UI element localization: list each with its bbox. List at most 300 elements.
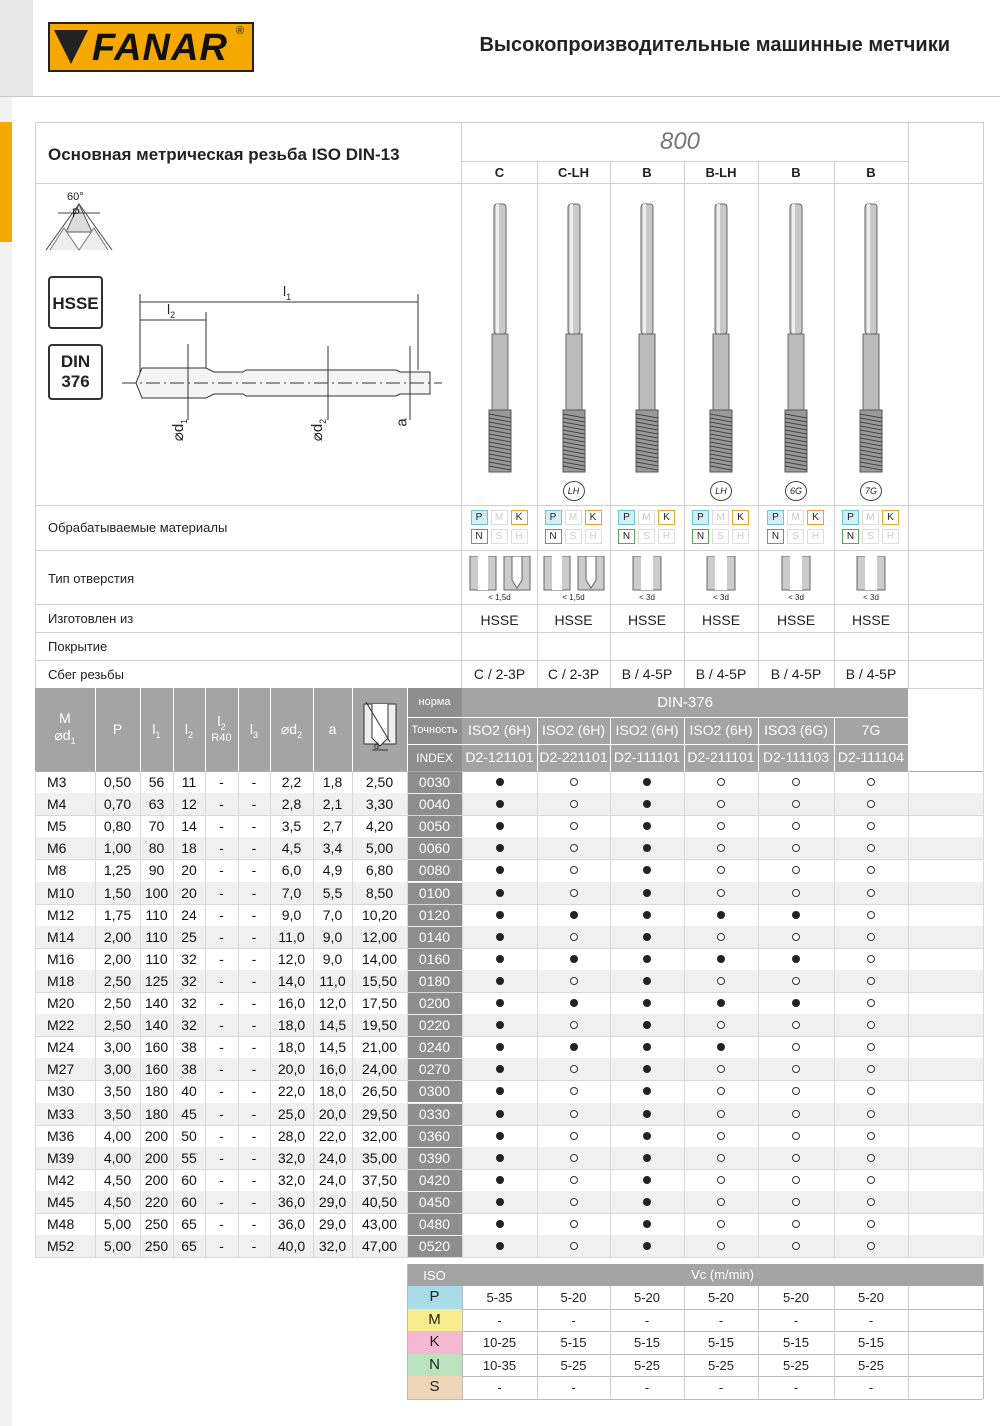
table-cell: 90 <box>148 862 165 879</box>
grid-line <box>35 904 983 905</box>
grid-line <box>407 717 908 718</box>
table-cell: M20 <box>47 995 75 1011</box>
iso-group-n: N <box>407 1354 462 1377</box>
available-dot-icon[interactable] <box>496 1132 504 1140</box>
table-cell: - <box>251 774 257 790</box>
on-order-dot-icon[interactable] <box>792 778 800 786</box>
available-dot-icon[interactable] <box>717 911 725 919</box>
grid-line <box>407 1309 983 1310</box>
grid-line <box>238 771 239 1257</box>
available-dot-icon[interactable] <box>496 999 504 1007</box>
index-header[interactable]: D2-111103 <box>762 749 830 765</box>
on-order-dot-icon[interactable] <box>717 933 725 941</box>
index-header[interactable]: D2-111104 <box>837 749 905 765</box>
available-dot-icon[interactable] <box>643 999 651 1007</box>
tap-image[interactable] <box>782 200 810 475</box>
table-cell: M33 <box>47 1105 75 1122</box>
grid-line <box>758 161 759 688</box>
on-order-dot-icon[interactable] <box>570 800 578 808</box>
available-dot-icon[interactable] <box>643 1176 651 1184</box>
available-dot-icon[interactable] <box>643 955 651 963</box>
table-cell: - <box>219 840 224 857</box>
table-cell: - <box>219 906 224 923</box>
available-dot-icon[interactable] <box>496 911 504 919</box>
on-order-dot-icon[interactable] <box>570 1110 578 1118</box>
grid-line <box>537 1286 538 1399</box>
on-order-dot-icon[interactable] <box>570 1087 578 1095</box>
index-cell[interactable]: 0160 <box>418 950 451 967</box>
table-cell: 1,8 <box>322 774 343 790</box>
available-dot-icon[interactable] <box>643 1110 651 1118</box>
on-order-dot-icon[interactable] <box>867 933 875 941</box>
on-order-dot-icon[interactable] <box>570 1065 578 1073</box>
thread-mark-icon: 6G <box>785 481 807 501</box>
available-dot-icon[interactable] <box>717 999 725 1007</box>
on-order-dot-icon[interactable] <box>792 1198 800 1206</box>
hole-type-icon <box>542 556 606 592</box>
speed-value: 5-15 <box>633 1335 661 1350</box>
on-order-dot-icon[interactable] <box>570 866 578 874</box>
on-order-dot-icon[interactable] <box>717 1176 725 1184</box>
coating-label: Покрытие <box>48 639 108 654</box>
on-order-dot-icon[interactable] <box>792 1110 800 1118</box>
pitch-label: P <box>72 206 81 220</box>
speed-value: - <box>793 1312 799 1328</box>
table-cell: 2,8 <box>281 796 302 813</box>
tap-image[interactable] <box>707 200 735 475</box>
tap-image[interactable] <box>486 200 514 475</box>
table-cell: 2,7 <box>322 818 343 835</box>
table-cell: 5,00 <box>365 840 394 857</box>
table-cell: - <box>251 972 257 989</box>
table-cell: 2,50 <box>103 972 132 989</box>
index-label: INDEX <box>416 751 453 765</box>
on-order-dot-icon[interactable] <box>570 977 578 985</box>
col-p-header: P <box>112 721 123 737</box>
available-dot-icon[interactable] <box>496 1198 504 1206</box>
available-dot-icon[interactable] <box>496 778 504 786</box>
grid-line <box>983 122 984 688</box>
on-order-dot-icon[interactable] <box>717 1198 725 1206</box>
index-header[interactable]: D2-121101 <box>465 749 534 765</box>
available-dot-icon[interactable] <box>643 1198 651 1206</box>
index-cell[interactable]: 0200 <box>418 995 451 1011</box>
table-cell: 24,0 <box>318 1149 347 1166</box>
index-cell[interactable]: 0270 <box>418 1061 451 1078</box>
available-dot-icon[interactable] <box>643 1220 651 1228</box>
available-dot-icon[interactable] <box>717 955 725 963</box>
table-cell: - <box>251 928 257 945</box>
made-from-value: HSSE <box>701 612 741 628</box>
table-cell: 24 <box>181 906 197 923</box>
on-order-dot-icon[interactable] <box>717 977 725 985</box>
table-cell: M8 <box>47 862 67 879</box>
runout-value: C / 2-3P <box>473 666 526 682</box>
grid-line <box>352 688 353 771</box>
table-cell: 12,0 <box>277 950 306 967</box>
index-cell[interactable]: 0120 <box>418 906 451 923</box>
table-cell: 5,00 <box>103 1216 132 1232</box>
norm-label: норма <box>418 696 451 708</box>
table-cell: 20,0 <box>277 1061 306 1078</box>
form-label: B <box>642 165 652 180</box>
table-cell: - <box>251 1127 257 1144</box>
table-cell: 125 <box>144 972 169 989</box>
on-order-dot-icon[interactable] <box>867 1220 875 1228</box>
table-cell: 29,0 <box>318 1216 347 1232</box>
on-order-dot-icon[interactable] <box>792 1154 800 1162</box>
speed-value: 5-25 <box>707 1357 735 1373</box>
materials-label: Обрабатываемые материалы <box>48 520 228 535</box>
available-dot-icon[interactable] <box>643 889 651 897</box>
on-order-dot-icon[interactable] <box>570 1198 578 1206</box>
table-cell: 29,0 <box>318 1193 347 1210</box>
hole-depth-label: < 3d <box>639 593 655 602</box>
index-cell[interactable]: 0480 <box>418 1216 451 1232</box>
table-cell: - <box>251 796 257 813</box>
table-cell: - <box>219 1017 224 1034</box>
on-order-dot-icon[interactable] <box>570 1220 578 1228</box>
grid-line <box>35 604 983 605</box>
available-dot-icon[interactable] <box>496 1043 504 1051</box>
on-order-dot-icon[interactable] <box>867 1087 875 1095</box>
tap-image[interactable] <box>857 200 885 475</box>
table-cell: 14,00 <box>361 950 398 967</box>
index-cell[interactable]: 0060 <box>418 840 451 857</box>
table-cell: 3,4 <box>322 840 343 857</box>
available-dot-icon[interactable] <box>496 933 504 941</box>
table-cell: M48 <box>47 1216 75 1232</box>
thread-mark-icon: 7G <box>860 481 882 501</box>
on-order-dot-icon[interactable] <box>570 822 578 830</box>
available-dot-icon[interactable] <box>496 1065 504 1073</box>
table-cell: 47,00 <box>361 1238 398 1255</box>
table-cell: 6,80 <box>365 862 394 879</box>
on-order-dot-icon[interactable] <box>792 1220 800 1228</box>
material-k-badge: K <box>882 510 899 525</box>
on-order-dot-icon[interactable] <box>792 1132 800 1140</box>
speed-value: 5-15 <box>560 1335 587 1350</box>
table-cell: 20 <box>181 884 197 901</box>
material-p-badge: P <box>618 510 635 525</box>
available-dot-icon[interactable] <box>496 866 504 874</box>
speed-value: - <box>571 1380 576 1395</box>
tap-image[interactable] <box>560 200 588 475</box>
grid-line <box>35 992 983 993</box>
index-cell[interactable]: 0450 <box>418 1193 451 1210</box>
on-order-dot-icon[interactable] <box>717 778 725 786</box>
available-dot-icon[interactable] <box>496 1087 504 1095</box>
on-order-dot-icon[interactable] <box>570 844 578 852</box>
on-order-dot-icon[interactable] <box>867 1132 875 1140</box>
grid-line <box>407 1264 408 1399</box>
table-cell: 4,9 <box>322 862 343 879</box>
on-order-dot-icon[interactable] <box>867 999 875 1007</box>
on-order-dot-icon[interactable] <box>717 1154 725 1162</box>
table-cell: M36 <box>47 1127 75 1144</box>
speed-value: 5-15 <box>857 1335 885 1350</box>
index-cell[interactable]: 0330 <box>418 1105 451 1122</box>
index-cell[interactable]: 0390 <box>418 1149 451 1166</box>
grid-line <box>35 122 36 688</box>
table-cell: - <box>219 1127 224 1144</box>
on-order-dot-icon[interactable] <box>792 1087 800 1095</box>
on-order-dot-icon[interactable] <box>717 822 725 830</box>
accuracy-label: Точность <box>411 724 458 736</box>
series-number: 800 <box>659 128 701 155</box>
grid-line <box>35 660 983 661</box>
subscript: 2 <box>297 729 303 740</box>
on-order-dot-icon[interactable] <box>792 889 800 897</box>
available-dot-icon[interactable] <box>496 1220 504 1228</box>
table-cell: 3,50 <box>103 1083 132 1100</box>
table-cell: 5,5 <box>322 884 343 901</box>
available-dot-icon[interactable] <box>496 844 504 852</box>
table-cell: - <box>251 995 257 1011</box>
on-order-dot-icon[interactable] <box>792 1043 800 1051</box>
on-order-dot-icon[interactable] <box>570 1154 578 1162</box>
grid-line <box>834 161 835 688</box>
on-order-dot-icon[interactable] <box>867 866 875 874</box>
table-cell: 32,0 <box>277 1149 306 1166</box>
on-order-dot-icon[interactable] <box>570 778 578 786</box>
grid-line <box>35 948 983 949</box>
available-dot-icon[interactable] <box>643 911 651 919</box>
on-order-dot-icon[interactable] <box>867 1198 875 1206</box>
grid-line <box>407 1399 983 1400</box>
index-cell[interactable]: 0030 <box>418 774 451 790</box>
available-dot-icon[interactable] <box>643 1132 651 1140</box>
available-dot-icon[interactable] <box>792 955 800 963</box>
available-dot-icon[interactable] <box>643 933 651 941</box>
available-dot-icon[interactable] <box>643 778 651 786</box>
on-order-dot-icon[interactable] <box>867 1110 875 1118</box>
on-order-dot-icon[interactable] <box>867 1176 875 1184</box>
index-cell[interactable]: 0080 <box>418 862 451 879</box>
available-dot-icon[interactable] <box>792 911 800 919</box>
col-m-header: M <box>59 710 71 726</box>
on-order-dot-icon[interactable] <box>717 1132 725 1140</box>
table-cell: 140 <box>144 1017 169 1034</box>
table-cell: - <box>251 1193 257 1210</box>
available-dot-icon[interactable] <box>496 1242 504 1250</box>
index-cell[interactable]: 0360 <box>418 1127 451 1144</box>
tap-image[interactable] <box>633 200 661 475</box>
table-cell: 9,0 <box>322 928 343 945</box>
table-cell: 65 <box>181 1238 197 1255</box>
on-order-dot-icon[interactable] <box>717 1220 725 1228</box>
table-cell: 200 <box>144 1149 169 1166</box>
on-order-dot-icon[interactable] <box>717 1110 725 1118</box>
available-dot-icon[interactable] <box>496 1021 504 1029</box>
table-cell: M5 <box>47 818 67 835</box>
on-order-dot-icon[interactable] <box>792 1176 800 1184</box>
on-order-dot-icon[interactable] <box>867 955 875 963</box>
table-cell: 10,20 <box>361 906 398 923</box>
on-order-dot-icon[interactable] <box>867 1043 875 1051</box>
grid-line <box>983 688 984 1257</box>
index-cell[interactable]: 0220 <box>418 1017 451 1034</box>
drill-diameter-icon <box>360 694 400 764</box>
standard-badge <box>48 344 103 400</box>
on-order-dot-icon[interactable] <box>570 1242 578 1250</box>
on-order-dot-icon[interactable] <box>570 1132 578 1140</box>
available-dot-icon[interactable] <box>643 977 651 985</box>
table-cell: - <box>251 840 257 857</box>
on-order-dot-icon[interactable] <box>570 889 578 897</box>
table-cell: - <box>251 1149 257 1166</box>
index-cell[interactable]: 0300 <box>418 1083 451 1100</box>
hole-depth-label: < 1,5d <box>488 593 511 602</box>
runout-label: Сбег резьбы <box>48 667 124 682</box>
runout-value: B / 4-5P <box>695 666 747 682</box>
on-order-dot-icon[interactable] <box>570 1176 578 1184</box>
index-header[interactable]: D2-211101 <box>687 749 755 765</box>
index-cell[interactable]: 0040 <box>418 796 451 813</box>
grid-line <box>35 771 36 1257</box>
material-m-badge: M <box>491 510 508 525</box>
table-cell: - <box>219 1238 224 1255</box>
table-cell: 140 <box>144 995 169 1011</box>
material-p-badge: P <box>471 510 488 525</box>
index-cell[interactable]: 0420 <box>418 1171 451 1188</box>
available-dot-icon[interactable] <box>496 889 504 897</box>
table-cell: - <box>251 1061 257 1078</box>
on-order-dot-icon[interactable] <box>792 866 800 874</box>
material-k-badge: K <box>511 510 528 525</box>
on-order-dot-icon[interactable] <box>867 977 875 985</box>
speed-value: 5-20 <box>633 1290 661 1305</box>
available-dot-icon[interactable] <box>496 955 504 963</box>
grid-line <box>35 1080 983 1081</box>
hole-depth-label: < 1,5d <box>562 593 585 602</box>
table-cell: 50 <box>181 1127 197 1144</box>
standard-badge-a: DIN <box>60 352 91 371</box>
available-dot-icon[interactable] <box>570 999 578 1007</box>
table-cell: 7,0 <box>281 884 302 901</box>
table-cell: M39 <box>47 1149 75 1166</box>
table-cell: M45 <box>47 1193 75 1210</box>
material-s-badge: S <box>712 529 729 544</box>
table-cell: 18 <box>181 840 197 857</box>
index-cell[interactable]: 0180 <box>418 972 451 989</box>
table-cell: 25 <box>181 928 197 945</box>
material-p-badge: P <box>545 510 562 525</box>
available-dot-icon[interactable] <box>496 1110 504 1118</box>
table-cell: M27 <box>47 1061 75 1078</box>
form-label: B <box>866 165 876 180</box>
grid-line <box>684 161 685 688</box>
grid-line <box>173 771 174 1257</box>
on-order-dot-icon[interactable] <box>867 911 875 919</box>
form-label: B <box>791 165 801 180</box>
fanar-logo[interactable] <box>48 22 254 72</box>
table-cell: 9,0 <box>281 906 302 923</box>
table-cell: 0,50 <box>103 774 132 790</box>
on-order-dot-icon[interactable] <box>717 889 725 897</box>
grid-line <box>758 1286 759 1399</box>
available-dot-icon[interactable] <box>792 999 800 1007</box>
available-dot-icon[interactable] <box>496 1176 504 1184</box>
on-order-dot-icon[interactable] <box>792 977 800 985</box>
available-dot-icon[interactable] <box>643 866 651 874</box>
material-h-badge: H <box>658 529 675 544</box>
available-dot-icon[interactable] <box>496 800 504 808</box>
form-label: C <box>494 165 505 180</box>
l1-label: $l_1$ <box>283 283 292 302</box>
index-cell[interactable]: 0140 <box>418 928 451 945</box>
grid-line <box>95 771 96 1257</box>
available-dot-icon[interactable] <box>496 977 504 985</box>
table-cell: 12,0 <box>318 995 347 1011</box>
table-cell: M10 <box>47 884 75 901</box>
on-order-dot-icon[interactable] <box>570 933 578 941</box>
table-cell: - <box>251 1216 257 1232</box>
logo-registered: ® <box>236 25 245 37</box>
on-order-dot-icon[interactable] <box>792 822 800 830</box>
available-dot-icon[interactable] <box>496 1154 504 1162</box>
on-order-dot-icon[interactable] <box>867 889 875 897</box>
on-order-dot-icon[interactable] <box>717 1087 725 1095</box>
material-m-badge: M <box>565 510 582 525</box>
grid-line <box>35 815 983 816</box>
index-header[interactable]: D2-111101 <box>613 749 681 765</box>
index-header[interactable]: D2-221101 <box>539 749 608 765</box>
vc-header: Vc (m/min) <box>691 1267 754 1282</box>
speed-value: 10-25 <box>482 1335 517 1350</box>
table-cell: M24 <box>47 1039 75 1056</box>
available-dot-icon[interactable] <box>570 955 578 963</box>
on-order-dot-icon[interactable] <box>867 1154 875 1162</box>
table-cell: M18 <box>47 972 75 989</box>
available-dot-icon[interactable] <box>496 822 504 830</box>
index-cell[interactable]: 0240 <box>418 1039 451 1056</box>
on-order-dot-icon[interactable] <box>717 866 725 874</box>
on-order-dot-icon[interactable] <box>867 778 875 786</box>
table-cell: - <box>251 1105 257 1122</box>
available-dot-icon[interactable] <box>570 1043 578 1051</box>
table-cell: 1,25 <box>103 862 132 879</box>
available-dot-icon[interactable] <box>717 1043 725 1051</box>
table-cell: - <box>251 950 257 967</box>
index-cell[interactable]: 0050 <box>418 818 451 835</box>
material-m-badge: M <box>862 510 879 525</box>
available-dot-icon[interactable] <box>643 1087 651 1095</box>
subscript: 2 <box>220 721 226 732</box>
available-dot-icon[interactable] <box>570 911 578 919</box>
available-dot-icon[interactable] <box>643 1043 651 1051</box>
table-cell: 40,50 <box>361 1193 398 1210</box>
table-cell: 16,0 <box>318 1061 347 1078</box>
on-order-dot-icon[interactable] <box>792 933 800 941</box>
available-dot-icon[interactable] <box>643 1154 651 1162</box>
table-cell: 100 <box>144 884 169 901</box>
table-cell: 2,00 <box>103 950 132 967</box>
table-cell: 4,00 <box>103 1149 132 1166</box>
table-cell: 14,5 <box>318 1017 347 1034</box>
subscript: 2 <box>170 309 176 320</box>
d2-label: $⌀d_2$ <box>309 418 329 442</box>
grid-line <box>461 122 462 688</box>
available-dot-icon[interactable] <box>643 822 651 830</box>
table-cell: 180 <box>144 1083 169 1100</box>
on-order-dot-icon[interactable] <box>867 822 875 830</box>
index-cell[interactable]: 0100 <box>418 884 451 901</box>
speed-value: 5-25 <box>782 1357 810 1373</box>
grid-line <box>35 1125 983 1126</box>
on-order-dot-icon[interactable] <box>570 1021 578 1029</box>
index-cell[interactable]: 0520 <box>418 1238 451 1255</box>
